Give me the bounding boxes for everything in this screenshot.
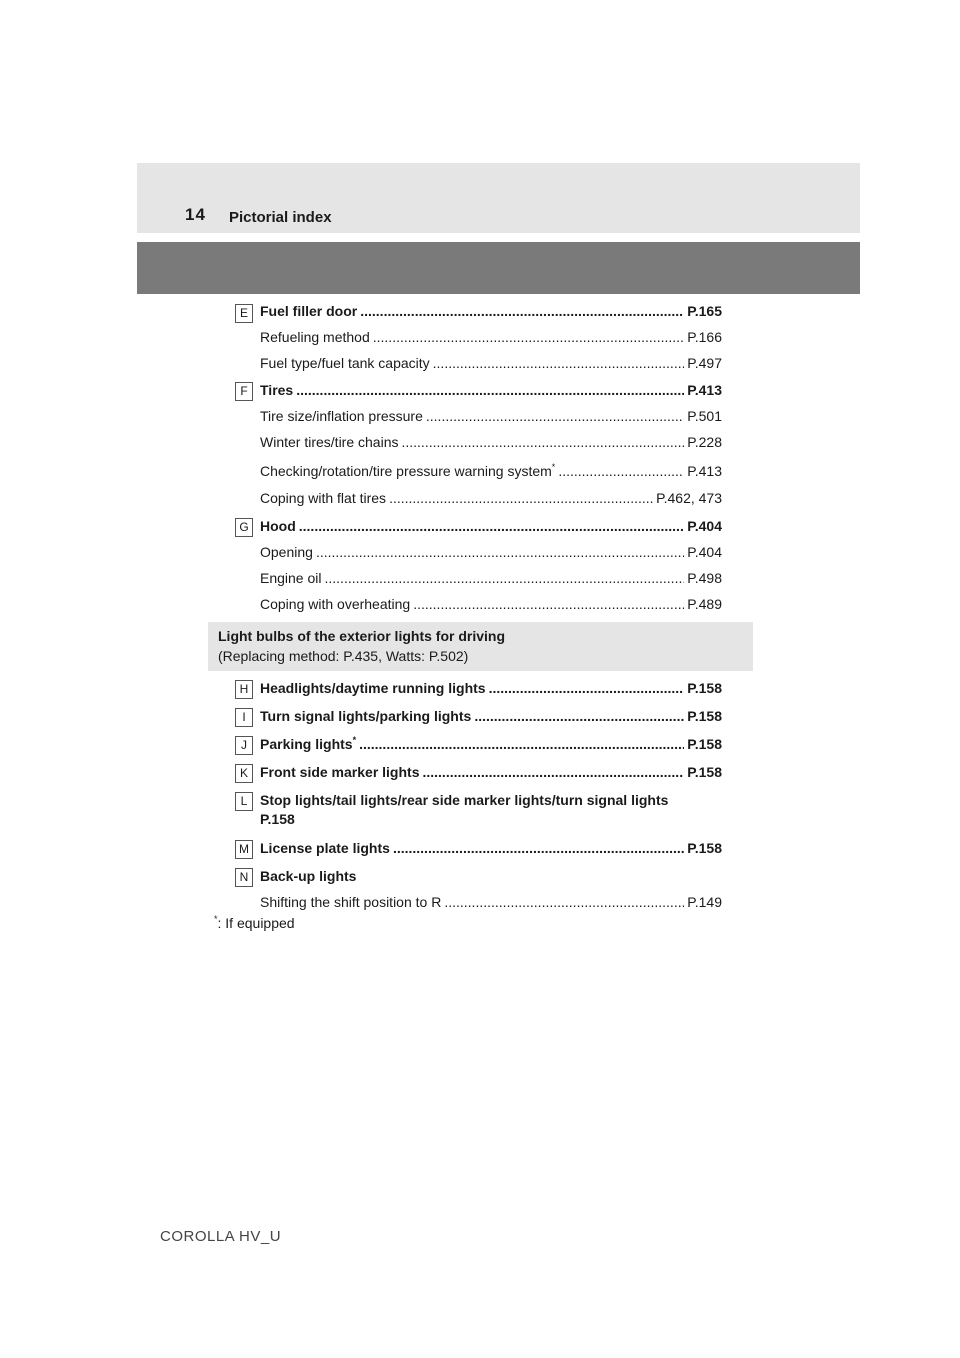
light-bulbs-subtitle: (Replacing method: P.435, Watts: P.502) bbox=[218, 648, 469, 664]
dot-leader bbox=[474, 705, 684, 727]
index-entry-tires[interactable] bbox=[260, 379, 722, 401]
entry-title: Engine oil bbox=[260, 570, 322, 586]
dot-leader bbox=[299, 515, 684, 537]
dot-leader bbox=[360, 300, 684, 322]
entry-page: P.413 bbox=[687, 463, 722, 479]
entry-title: Fuel type/fuel tank capacity bbox=[260, 355, 430, 371]
entry-page: P.158 bbox=[687, 840, 722, 856]
marker-f: F bbox=[235, 382, 253, 401]
entry-page: P.404 bbox=[687, 518, 722, 534]
entry-page: P.158 bbox=[687, 708, 722, 724]
marker-e: E bbox=[235, 304, 253, 323]
dot-leader bbox=[433, 352, 685, 374]
marker-k: K bbox=[235, 764, 253, 783]
entry-title: Parking lights bbox=[260, 736, 353, 752]
entry-title: Opening bbox=[260, 544, 313, 560]
entry-page: P.498 bbox=[687, 570, 722, 586]
entry-title: License plate lights bbox=[260, 840, 390, 856]
header-band bbox=[137, 163, 860, 233]
marker-l: L bbox=[235, 792, 253, 811]
entry-title: Front side marker lights bbox=[260, 764, 420, 780]
index-entry-overheating[interactable] bbox=[260, 593, 722, 615]
dot-leader bbox=[389, 487, 653, 509]
dot-leader bbox=[359, 733, 684, 755]
index-entry-headlights[interactable] bbox=[260, 677, 722, 699]
asterisk: * bbox=[352, 735, 357, 745]
entry-page: P.158 bbox=[687, 736, 722, 752]
footer-model-code: COROLLA HV_U bbox=[160, 1228, 282, 1245]
dot-leader bbox=[325, 567, 685, 589]
header-divider-band bbox=[137, 242, 860, 294]
dot-leader bbox=[558, 460, 684, 482]
dot-leader bbox=[393, 837, 684, 859]
entry-title: Hood bbox=[260, 518, 296, 534]
marker-j: J bbox=[235, 736, 253, 755]
entry-title: Shifting the shift position to R bbox=[260, 894, 442, 910]
entry-title: Tire size/inflation pressure bbox=[260, 408, 423, 424]
marker-i: I bbox=[235, 708, 253, 727]
light-bulbs-box bbox=[208, 622, 753, 671]
light-bulbs-title: Light bulbs of the exterior lights for driving bbox=[218, 628, 505, 644]
entry-page: P.497 bbox=[687, 355, 722, 371]
index-entry-refueling-method[interactable] bbox=[260, 326, 722, 348]
index-entry-hood[interactable] bbox=[260, 515, 722, 537]
index-entry-tire-size[interactable] bbox=[260, 405, 722, 427]
entry-title: Tires bbox=[260, 382, 294, 398]
entry-page: P.489 bbox=[687, 596, 722, 612]
index-entry-tire-pressure-warning[interactable] bbox=[260, 460, 722, 482]
entry-page: P.158 bbox=[687, 680, 722, 696]
index-entry-license-plate-lights[interactable] bbox=[260, 837, 722, 859]
index-entry-parking-lights[interactable] bbox=[260, 733, 722, 755]
entry-title: Fuel filler door bbox=[260, 303, 358, 319]
dot-leader bbox=[489, 677, 685, 699]
marker-g: G bbox=[235, 518, 253, 537]
index-entry-fuel-type[interactable] bbox=[260, 352, 722, 374]
index-entry-flat-tires[interactable] bbox=[260, 487, 722, 509]
entry-page: P.158 bbox=[687, 764, 722, 780]
index-entry-engine-oil[interactable] bbox=[260, 567, 722, 589]
index-entry-shift-position-r[interactable] bbox=[260, 891, 722, 913]
entry-title: Coping with flat tires bbox=[260, 490, 387, 506]
marker-m: M bbox=[235, 840, 253, 859]
entry-page: P.413 bbox=[687, 382, 722, 398]
asterisk: * bbox=[551, 462, 556, 472]
entry-page: P.228 bbox=[687, 434, 722, 450]
entry-title-wrap bbox=[260, 460, 555, 482]
entry-page: P.149 bbox=[687, 894, 722, 910]
entry-title: Back-up lights bbox=[260, 868, 357, 884]
entry-page: P.404 bbox=[687, 544, 722, 560]
index-entry-fuel-filler-door[interactable] bbox=[260, 300, 722, 322]
dot-leader bbox=[413, 593, 684, 615]
entry-title: Coping with overheating bbox=[260, 596, 411, 612]
index-entry-turn-signal-lights[interactable] bbox=[260, 705, 722, 727]
entry-title: Turn signal lights/parking lights bbox=[260, 708, 472, 724]
entry-title: Refueling method bbox=[260, 329, 370, 345]
entry-page: P.501 bbox=[687, 408, 722, 424]
dot-leader bbox=[316, 541, 684, 563]
index-entry-front-side-marker-lights[interactable] bbox=[260, 761, 722, 783]
marker-n: N bbox=[235, 868, 253, 887]
entry-title: Headlights/daytime running lights bbox=[260, 680, 486, 696]
footnote-text: : If equipped bbox=[217, 915, 295, 931]
entry-title: Winter tires/tire chains bbox=[260, 434, 399, 450]
index-entry-winter-tires[interactable] bbox=[260, 431, 722, 453]
entry-title-wrap bbox=[260, 733, 356, 755]
entry-page: P.166 bbox=[687, 329, 722, 345]
section-title: Pictorial index bbox=[229, 209, 332, 226]
dot-leader bbox=[401, 431, 684, 453]
dot-leader bbox=[444, 891, 684, 913]
dot-leader bbox=[373, 326, 684, 348]
page-number: 14 bbox=[185, 205, 206, 224]
dot-leader bbox=[426, 405, 684, 427]
index-entry-stop-lights-page[interactable]: P.158 bbox=[260, 811, 295, 827]
index-entry-back-up-lights[interactable] bbox=[260, 865, 722, 887]
entry-page: P.462, 473 bbox=[656, 490, 722, 506]
footnote-asterisk: * bbox=[214, 914, 218, 924]
dot-leader bbox=[296, 379, 684, 401]
entry-title: Checking/rotation/tire pressure warning system bbox=[260, 463, 552, 479]
footnote bbox=[214, 915, 295, 931]
index-entry-stop-lights-title[interactable]: Stop lights/tail lights/rear side marker lights/turn signal lights bbox=[260, 792, 669, 808]
index-entry-opening[interactable] bbox=[260, 541, 722, 563]
entry-page: P.165 bbox=[687, 303, 722, 319]
dot-leader bbox=[422, 761, 684, 783]
marker-h: H bbox=[235, 680, 253, 699]
